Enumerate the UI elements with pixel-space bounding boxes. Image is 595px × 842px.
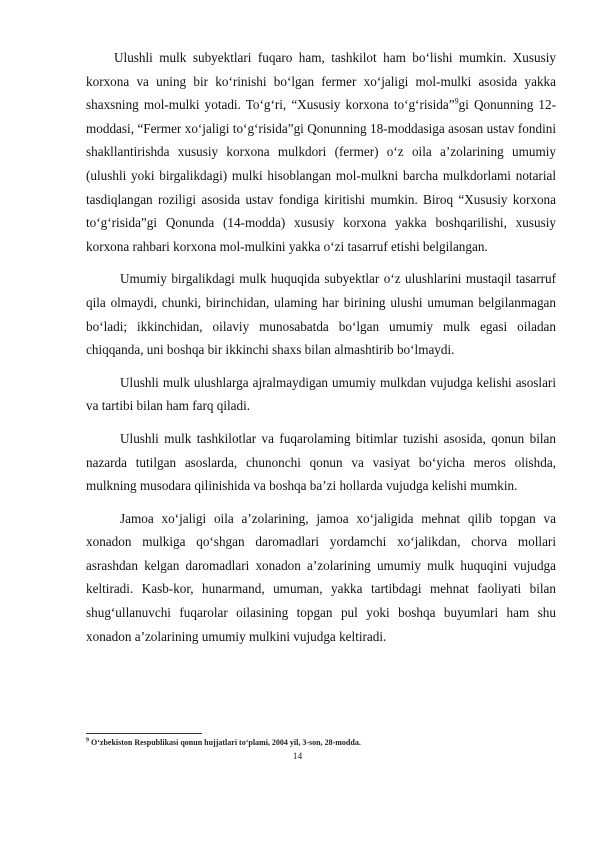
footnote-text: O‘zbekiston Respublikasi qonun hujjatlari to‘plami, 2004 yil, 3-son, 28-modda. xyxy=(89,738,361,747)
paragraph-5: Jamoa xo‘jaligi oila a’zolarining, jamoa xo‘jaligida mehnat qilib topgan va xonadon mulkiga qo‘shgan daromadlari yordamchi xo‘jalikdan, chorva mollari asrashdan kelgan daromadlari xonadon a’zolarining umumiy mulk huquqini vujudga keltiradi. Kasb-kor, hunarmand, umuman, yakka tartibdagi mehnat faoliyati bilan shug‘ullanuvchi fuqarolar oilasining topgan pul yoki boshqa buyumlari ham shu xonadon a’zolarining umumiy mulkini vujudga keltiradi. xyxy=(86,510,556,644)
page-number: 14 xyxy=(292,752,303,762)
footnote xyxy=(86,737,556,748)
footnote-reference: 9 xyxy=(454,96,459,106)
paragraph-2: Umumiy birgalikdagi mulk huquqida subyektlar o‘z ulushlarini mustaqil tasarruf qila olmaydi, chunki, birinchidan, ulaming har birining ulushi umuman belgilanmagan bo‘ladi; ikkinchidan, oilaviy munosabatda bo‘lgan umumiy mulk egasi oiladan chiqqanda, uni boshqa bir ikkinchi shaxs bilan almashtirib bo‘lmaydi. xyxy=(86,271,556,358)
footnote-divider xyxy=(86,733,202,734)
paragraph-1-text-before: Ulushli mulk subyektlari fuqaro ham, tashkilot ham bo‘lishi mumkin. Xususiy korxona va uning bir ko‘rinishi bo‘lgan fermer xo‘jaligi mol-mulki asosida yakka shaxsning mol-mulki yotadi. To‘g‘ri, “Xususiy korxona to‘g‘risida” xyxy=(86,50,556,113)
paragraph-1-text-after: gi Qonunning 12-moddasi, “Fermer xo‘jaligi to‘g‘risida”gi Qonunning 18-moddasiga asosan ustav fondini shakllantirishda xususiy korxona mulkdori (fermer) o‘z oila a’zolarining umumiy (ulushli yoki birgalikdagi) mulki hisoblangan mol-mulkni barcha mulkdorlami notarial tasdiqlangan roziligi asosida ustav fondiga kiritishi mumkin. Biroq “Xususiy korxona to‘g‘risida”gi Qonunda (14-modda) xususiy korxona yakka boshqarilishi, xususiy korxona rahbari korxona mol-mulkini yakka o‘zi tasarruf etishi belgilangan. xyxy=(86,97,556,254)
paragraph-1 xyxy=(86,46,556,258)
paragraph-4: Ulushli mulk tashkilotlar va fuqarolaming bitimlar tuzishi asosida, qonun bilan nazarda tutilgan asoslarda, chunonchi qonun va vasiyat bo‘yicha meros olishda, mulkning musodara qilinishida va boshqa ba’zi hollarda vujudga kelishi mumkin. xyxy=(86,430,556,494)
footnote-number: 9 xyxy=(86,737,89,744)
body-text xyxy=(86,46,556,657)
paragraph-3: Ulushli mulk ulushlarga ajralmaydigan umumiy mulkdan vujudga kelishi asoslari va tartibi bilan ham farq qiladi. xyxy=(86,374,556,414)
